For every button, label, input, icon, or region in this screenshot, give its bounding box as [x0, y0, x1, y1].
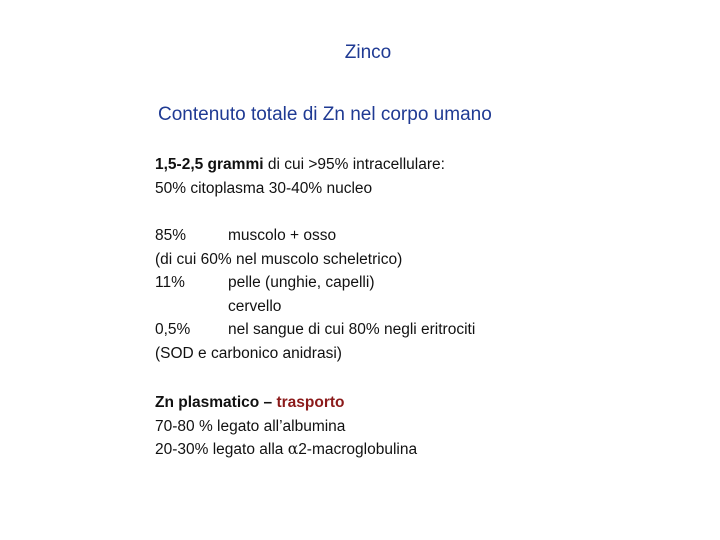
total-amount: 1,5-2,5 grammi: [155, 156, 264, 173]
alpha-symbol: α: [287, 440, 299, 458]
plasma-heading: [155, 391, 417, 415]
slide-title: Zinco: [344, 42, 392, 63]
plasma-line-2-suffix: 2-macroglobulina: [298, 441, 418, 458]
distribution-row: [155, 271, 475, 295]
total-content-block: [155, 153, 445, 200]
plasma-block: [155, 391, 417, 462]
distribution-row: [155, 224, 475, 248]
plasma-heading-highlight: trasporto: [276, 394, 345, 411]
distribution-block: [155, 224, 475, 365]
total-rest: di cui >95% intracellulare:: [263, 156, 445, 173]
distribution-note: (di cui 60% nel muscolo scheletrico): [155, 250, 403, 268]
distribution-desc: nel sangue di cui 80% negli eritrociti: [228, 321, 476, 338]
distribution-pct: 85%: [155, 227, 187, 244]
distribution-row: [155, 295, 475, 319]
slide-subtitle: Contenuto totale di Zn nel corpo umano: [158, 104, 492, 125]
distribution-note: (SOD e carbonico anidrasi): [155, 344, 342, 362]
total-line-1: [155, 153, 445, 177]
distribution-desc: cervello: [228, 297, 282, 315]
distribution-pct: 0,5%: [155, 321, 191, 338]
distribution-desc: pelle (unghie, capelli): [228, 274, 375, 291]
plasma-line-1: 70-80 % legato all’albumina: [155, 417, 346, 435]
plasma-heading-text: Zn plasmatico –: [155, 394, 277, 411]
total-line-2: 50% citoplasma 30-40% nucleo: [155, 179, 373, 197]
distribution-pct: 11%: [155, 274, 185, 291]
plasma-line-2-prefix: 20-30% legato alla: [155, 441, 288, 458]
plasma-line-2: [155, 438, 417, 462]
distribution-desc: muscolo + osso: [228, 227, 337, 244]
distribution-row: [155, 318, 475, 342]
